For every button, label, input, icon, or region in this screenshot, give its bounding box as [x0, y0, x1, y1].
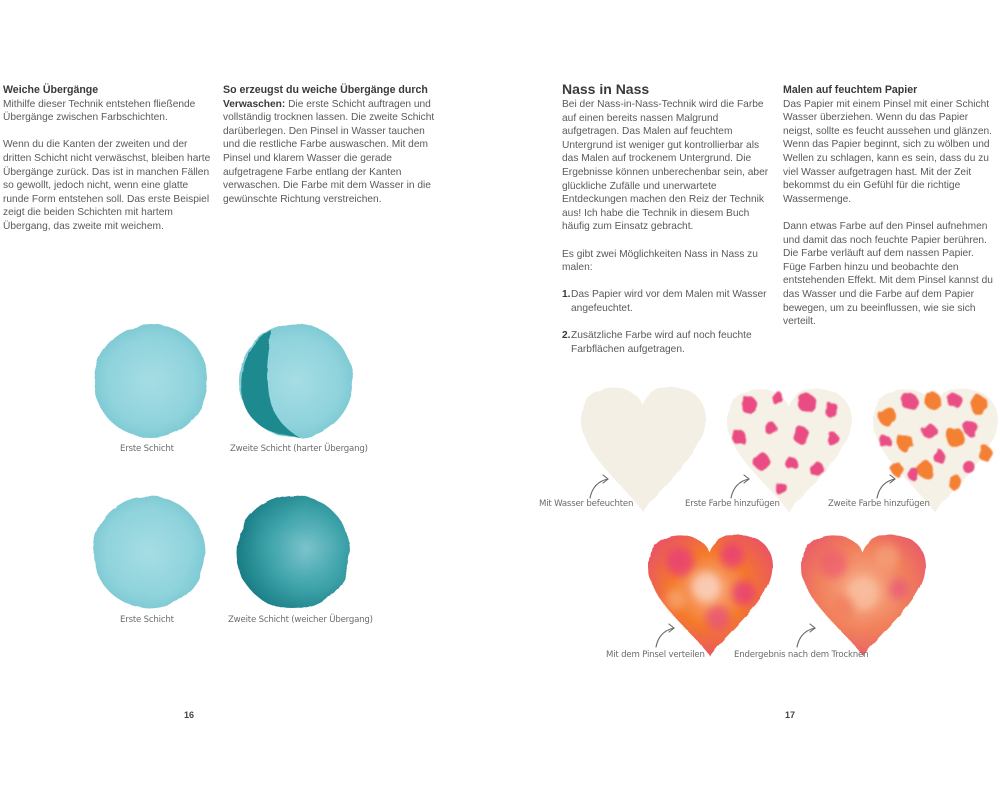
paragraph: Dann etwas Farbe auf den Pinsel aufnehmen und damit das noch feuchte Papier berühren. Die Farbe verläuft auf dem nassen Papier. Füge Farben hinzu und beobachte den entstehenden Effekt. Mit dem Pinsel kannst du das Wasser und die Farbe auf dem Papier bewegen, um zu beeinflussen, wie sie sich verteilt. [783, 220, 993, 328]
paragraph: Das Papier mit einem Pinsel mit einer Schicht Wasser überziehen. Wenn du das Papier neigst, sollte es feucht aussehen und glänzen. Wenn das Papier beginnt, sich zu wölben und Wellen zu schlagen, kann es sein, dass du zu viel Wasser aufgetragen hast. Mit der Zeit bekommst du ein Gefühl für die richtige Wassermenge. [783, 98, 992, 205]
caption: Erste Farbe hinzufügen [685, 499, 780, 509]
lead-text: Verwaschen: [223, 98, 286, 110]
list-text: Das Papier wird vor dem Malen mit Wasser angefeuchtet. [571, 289, 767, 314]
heart-first-color [727, 389, 851, 512]
body-text: Die erste Schicht auftragen und vollständig trocknen lassen. Die zweite Schicht darüberlegen. Den Pinsel in Wasser tauchen und die restliche Farbe auswaschen. Mit dem Pinsel und klarem Wasser die gerade aufgetragene Farbe entlang der Kanten verwaschen. Die Farbe mit dem Wasser in die gewünschte Richtung verstreichen. [223, 98, 435, 205]
arrow-icon [656, 624, 674, 647]
heart-final [801, 535, 925, 656]
list-number: 1. [562, 289, 571, 301]
arrow-icon [797, 624, 815, 647]
circle-first-layer-1 [94, 324, 208, 438]
paragraph: Mithilfe dieser Technik entstehen fließende Übergänge zwischen Farbschichten. [3, 98, 196, 124]
heart-second-color [873, 389, 997, 512]
heart-wet [581, 387, 705, 512]
circle-first-layer-2 [93, 496, 205, 608]
paragraph: Wenn du die Kanten der zweiten und der dritten Schicht nicht verwäschst, bleiben harte Übergänge zurück. Das ist in manchen Fällen so gewollt, jedoch nicht, wenn eine glatte runde Form entstehen soll. Das erste Beispiel zeigt die beiden Schichten mit hartem Übergang, das zweite mit weichem. [3, 139, 211, 232]
page-number: 16 [184, 710, 195, 720]
caption: Zweite Schicht (weicher Übergang) [228, 615, 373, 625]
page-title: Nass in Nass [562, 81, 650, 97]
paragraph: Bei der Nass-in-Nass-Technik wird die Farbe auf einen bereits nassen Malgrund aufgetragen. Das Malen auf feuchtem Untergrund ist weniger gut kontrollierbar als das Malen auf trockenem Untergrund. Die Ergebnisse können unberechenbar sein, aber glückliche Zufälle und unerwartete Entdeckungen machen den Reiz der Technik aus! Ich habe die Technik in diesem Buch häufig zum Einsatz gebracht. [562, 99, 769, 233]
arrow-icon [590, 475, 608, 498]
caption: Zweite Farbe hinzufügen [828, 499, 930, 509]
caption: Zweite Schicht (harter Übergang) [230, 444, 368, 454]
section-heading: So erzeugst du weiche Übergänge durch [223, 84, 428, 96]
heart-brushed [648, 535, 772, 656]
circle-second-layer-hard [239, 324, 353, 438]
caption: Mit dem Pinsel verteilen [606, 650, 705, 660]
caption: Erste Schicht [120, 444, 174, 454]
list-number: 2. [562, 330, 571, 342]
page-number: 17 [785, 710, 796, 720]
paragraph: Es gibt zwei Möglichkeiten Nass in Nass zu malen: [562, 248, 758, 274]
caption: Erste Schicht [120, 615, 174, 625]
caption: Mit Wasser befeuchten [539, 499, 634, 509]
arrow-icon [877, 475, 895, 498]
list-text: Zusätzliche Farbe wird auf noch feuchte Farbflächen aufgetragen. [571, 330, 752, 355]
section-heading: Malen auf feuchtem Papier [783, 84, 918, 96]
arrow-icon [731, 475, 749, 498]
section-heading: Weiche Übergänge [3, 84, 99, 96]
circle-second-layer-soft [236, 495, 350, 609]
caption: Endergebnis nach dem Trocknen [734, 650, 869, 660]
